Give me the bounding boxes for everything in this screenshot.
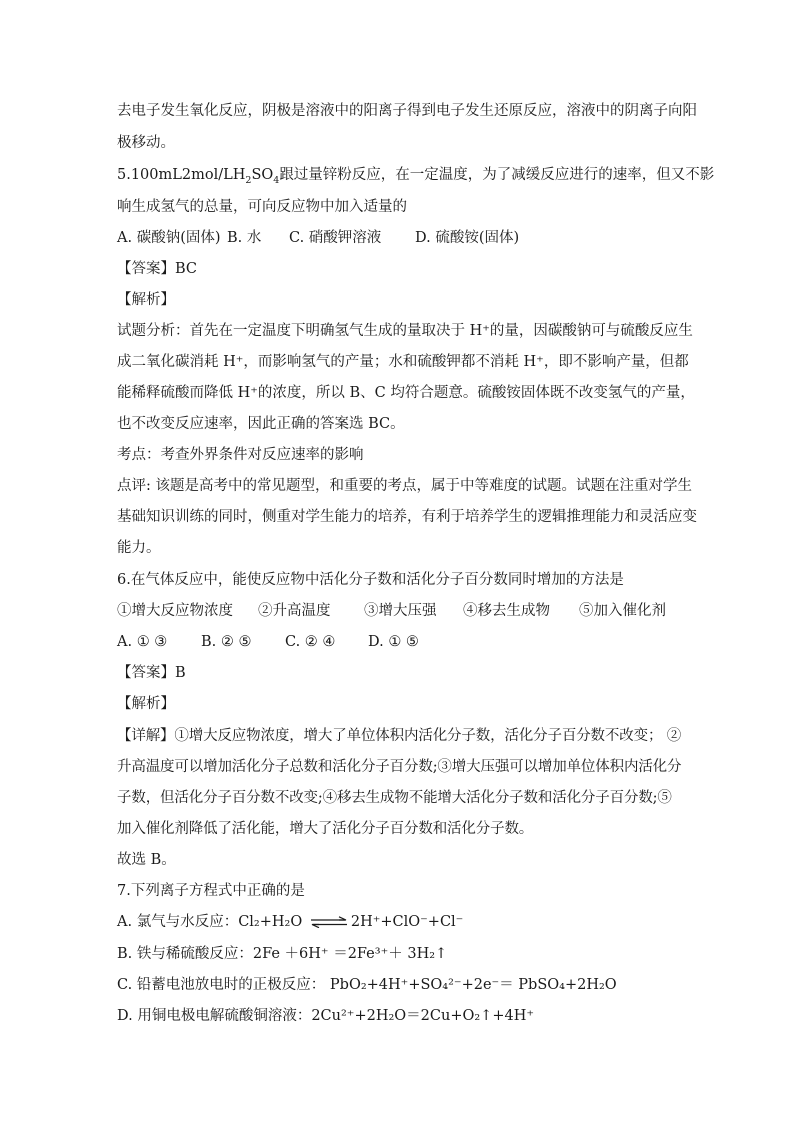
question-6-items [117,601,666,621]
question-7-stem: 7.下列离子方程式中正确的是 [117,883,305,899]
q5-option-d: D. 硫酸铵(固体) [415,230,520,246]
reversible-arrow-icon [309,916,349,928]
q5-stem-part: 跟过量锌粉反应，在一定温度，为了减缓反应进行的速率，但又不影 [279,167,715,183]
q5-analysis-line: 基础知识训练的同时，侧重对学生能力的培养，有利于培养学生的逻辑推理能力和灵活应变 [117,509,697,525]
q6-detail-line: 子数，但活化分子百分数不改变;④移去生成物不能增大活化分子数和活化分子百分数;⑤ [117,790,672,806]
intro-line-2: 极移动。 [117,135,175,151]
q6-detail-line: 升高温度可以增加活化分子总数和活化分子百分数;③增大压强可以增加单位体积内活化分 [117,759,682,775]
q6-item-4: ④移去生成物 [463,603,550,619]
q5-subscript: 2 [245,174,252,186]
question-5-options [117,228,519,248]
q5-analysis-line: 试题分析：首先在一定温度下明确氢气生成的量取决于 H⁺的量，因碳酸钠可与硫酸反应生 [117,323,693,339]
q7-option-d: D. 用铜电极电解硫酸铜溶液：2Cu²⁺+2H₂O＝2Cu+O₂↑+4H⁺ [117,1008,535,1024]
q5-stem-part: 5.100mL2mol/LH [117,167,246,183]
q5-analysis-title: 【解析】 [117,292,175,308]
q6-conclusion: 故选 B。 [117,852,176,868]
q5-stem-part: SO [251,167,274,183]
q7-option-a-label: A. 氯气与水反应： [117,914,239,930]
q5-subscript: 4 [273,174,280,186]
q7-option-b: B. 铁与稀硫酸反应：2Fe ＋6H⁺ ＝2Fe³⁺＋ 3H₂↑ [117,946,448,962]
q6-item-1: ①增大反应物浓度 [117,603,233,619]
intro-line-1: 去电子发生氧化反应，阴极是溶液中的阳离子得到电子发生还原反应，溶液中的阴离子向阳 [117,103,697,119]
q6-item-3: ③增大压强 [364,603,437,619]
q6-item-2: ②升高温度 [258,603,331,619]
q6-analysis-title: 【解析】 [117,696,175,712]
q5-analysis-line: 考点：考查外界条件对反应速率的影响 [117,447,364,463]
q5-option-c: C. 硝酸钾溶液 [289,230,382,246]
q6-detail-line: 【详解】①增大反应物浓度，增大了单位体积内活化分子数，活化分子百分数不改变； ② [117,728,682,744]
q5-analysis-line: 能力。 [117,540,161,556]
q5-option-a: A. 碳酸钠(固体) [117,230,221,246]
q5-analysis-line: 点评: 该题是高考中的常见题型，和重要的考点，属于中等难度的试题。试题在注重对学生 [117,478,692,494]
q7-option-a-rhs: 2H⁺+ClO⁻+Cl⁻ [350,914,464,930]
q6-option-c: C. ② ④ [285,634,336,650]
q5-analysis-line: 能稀释硫酸而降低 H⁺的浓度，所以 B、C 均符合题意。硫酸铵固体既不改变氢气的产量， [117,385,695,401]
q5-option-b: B. 水 [227,230,262,246]
question-6-options [117,632,419,652]
q5-analysis-line: 成二氧化碳消耗 H⁺，而影响氢气的产量；水和硫酸钾都不消耗 H⁺，即不影响产量，但都 [117,354,689,370]
question-5-stem-cont: 响生成氢气的总量，可向反应物中加入适量的 [117,199,407,215]
q7-option-c: C. 铅蓄电池放电时的正极反应： PbO₂+4H⁺+SO₄²⁻+2e⁻＝ PbSO₄+2H₂O [117,977,617,993]
q5-answer: 【答案】BC [117,261,198,277]
q6-option-d: D. ① ⑤ [368,634,419,650]
q7-option-a [117,912,463,932]
q5-analysis-line: 也不改变反应速率，因此正确的答案选 BC。 [117,416,405,432]
q6-detail-line: 加入催化剂降低了活化能，增大了活化分子百分数和活化分子数。 [117,821,534,837]
question-6-stem: 6.在气体反应中，能使反应物中活化分子数和活化分子百分数同时增加的方法是 [117,572,624,588]
q7-option-a-lhs: Cl₂+H₂O [238,914,303,930]
q6-option-b: B. ② ⑤ [201,634,252,650]
q6-answer: 【答案】B [117,665,186,681]
q6-item-5: ⑤加入催化剂 [579,603,666,619]
question-5-stem [117,165,714,185]
q6-option-a: A. ① ③ [117,634,168,650]
